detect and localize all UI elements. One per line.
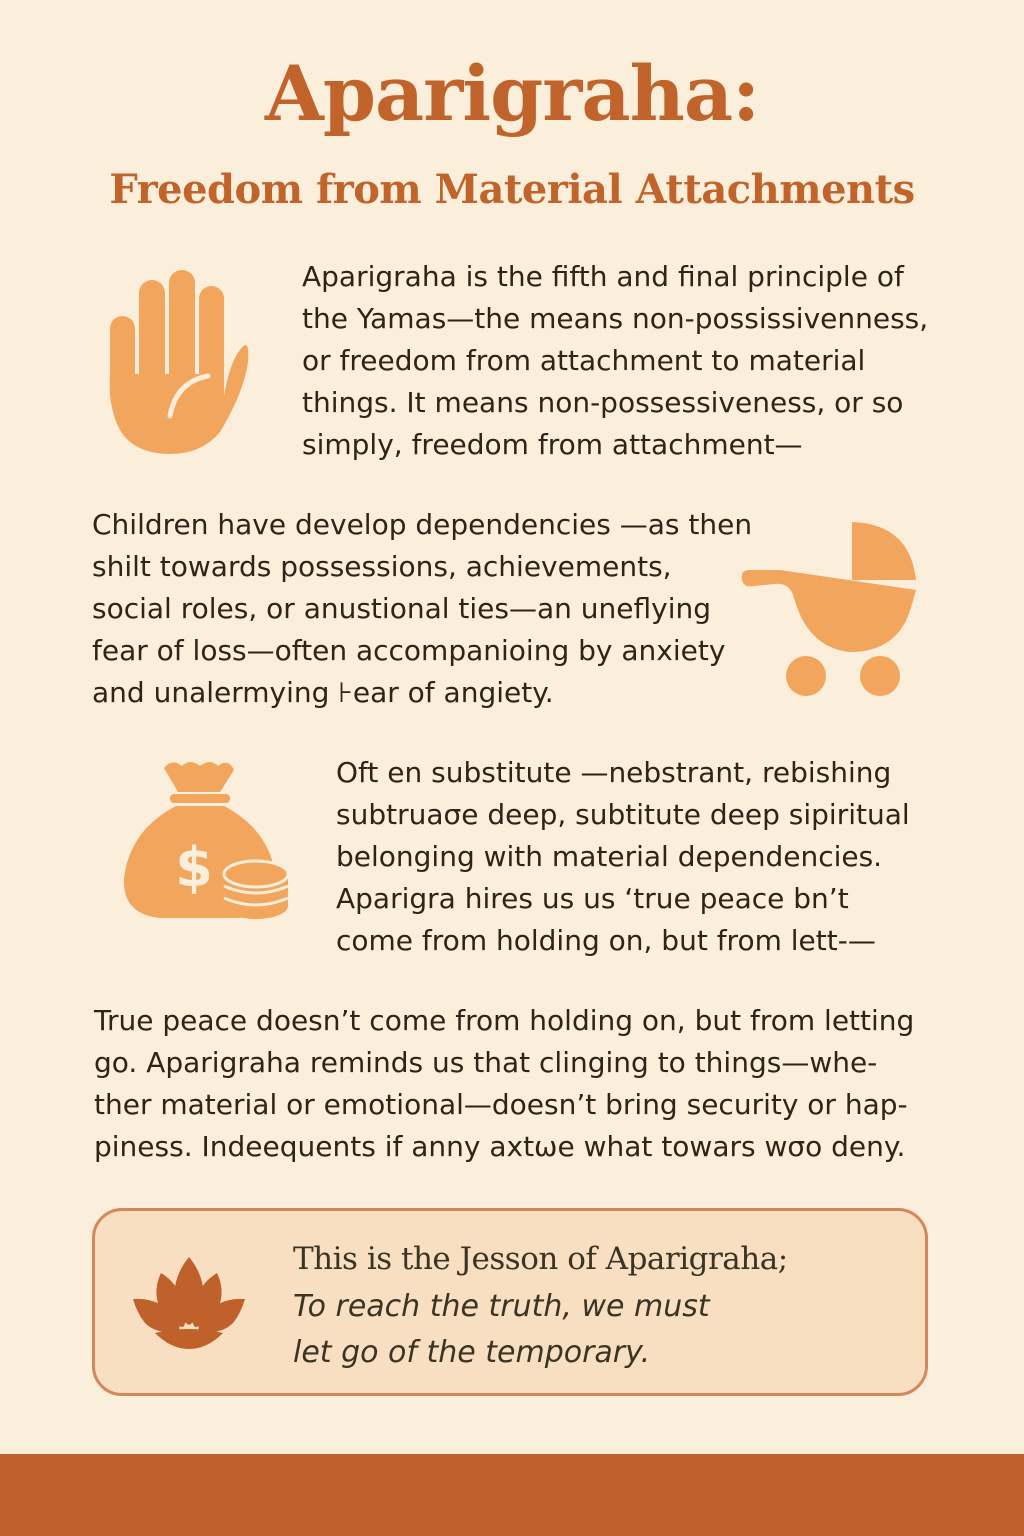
paragraph-line: go. Aparigraha reminds us that clinging to things—whe- xyxy=(94,1046,878,1079)
svg-text:$: $ xyxy=(175,836,213,899)
paragraph-line: Aparigraha is the fifth and final principle of xyxy=(302,260,904,293)
paragraph-line: Aparigra hires us us ‘true peace bn’t xyxy=(336,882,849,915)
paragraph-line: piness. Indeequents if anny axtωe what towars wσo deny. xyxy=(94,1130,906,1163)
paragraph-line: subtruaσe deep, subtitute deep sipiritual xyxy=(336,798,910,831)
money-bag-icon xyxy=(120,758,292,928)
page-title: Aparigraha: xyxy=(264,49,760,138)
children-paragraph xyxy=(92,504,752,714)
paragraph-line: belonging with material dependencies. xyxy=(336,840,883,873)
paragraph-line: come from holding on, but from lett-— xyxy=(336,924,876,957)
callout-title: This is the Jesson of Aparigraha; xyxy=(293,1241,788,1277)
paragraph-line: or freedom from attachment to material xyxy=(302,344,866,377)
paragraph-line: things. It means non-possessiveness, or so xyxy=(302,386,904,419)
paragraph-line: True peace doesn’t come from holding on, but from letting xyxy=(94,1004,915,1037)
paragraph-line: fear of loss—often accompanioing by anxiety xyxy=(92,634,726,667)
page-subtitle: Freedom from Material Attachments xyxy=(109,166,915,213)
callout-quote-line: let go of the temporary. xyxy=(293,1335,651,1370)
paragraph-line: social roles, or anustional ties—an uneflying xyxy=(92,592,712,625)
paragraph-line: the Yamas—the means non-possissivenness, xyxy=(302,302,929,335)
paragraph-line: Oft en substitute —nebstrant, rebishing xyxy=(336,756,892,789)
true-peace-paragraph xyxy=(94,1000,944,1168)
paragraph-line: simply, freedom from attachment— xyxy=(302,428,803,461)
raised-hand-icon xyxy=(104,266,254,456)
paragraph-line: ther material or emotional—doesn’t bring security or hap- xyxy=(94,1088,908,1121)
footer-bar xyxy=(0,1454,1024,1536)
substitute-paragraph xyxy=(336,752,956,962)
baby-stroller-icon xyxy=(740,518,920,700)
callout-quote-line: To reach the truth, we must xyxy=(293,1289,710,1324)
paragraph-line: and unalermying ⊦ear of angiety. xyxy=(92,676,554,709)
intro-paragraph xyxy=(302,256,942,466)
lotus-icon xyxy=(131,1255,247,1351)
lesson-callout xyxy=(92,1208,928,1396)
paragraph-line: Children have develop dependencies —as then xyxy=(92,508,753,541)
paragraph-line: shilt towards possessions, achievements, xyxy=(92,550,672,583)
